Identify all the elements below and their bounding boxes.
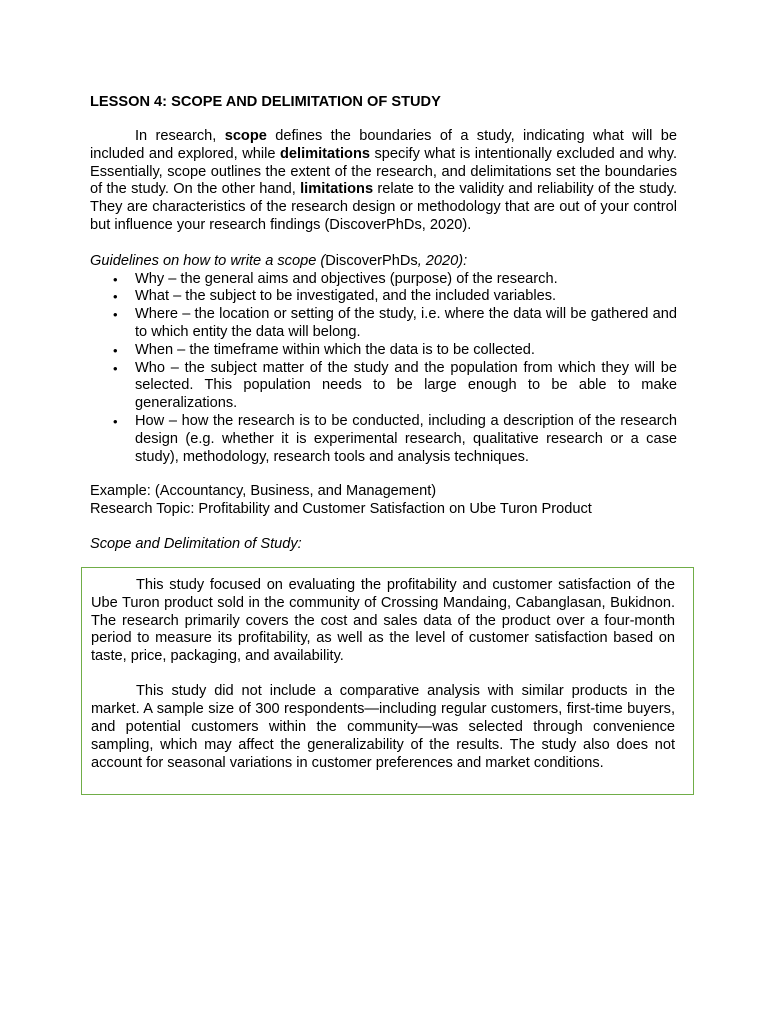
bullet-icon: • (113, 342, 118, 358)
bullet-icon: • (113, 271, 118, 287)
delimitation-paragraph: This study did not include a comparative analysis with similar products in the market. A sample size of 300 respondents—including regular customers, first-time buyers, and potential customers within the community—was selected through convenience sampling, which may affect the generalizability of the results. The study also does not account for seasonal variations in customer preferences and market conditions. (91, 683, 675, 771)
scope-paragraph: This study focused on evaluating the profitability and customer satisfaction of the Ube Turon product sold in the community of Crossing Mandaing, Cabanglasan, Bukidnon. The research primarily covers the cost and sales data of the product over a four-month period to measure its profitability, as well as the level of customer satisfaction based on taste, price, packaging, and availability. (91, 577, 675, 665)
guidelines-heading-italic-2: , 2020): (417, 252, 468, 269)
bullet-icon: • (113, 307, 118, 323)
guidelines-list (90, 271, 677, 467)
term-limitations: limitations (300, 181, 374, 198)
list-item-text: Who – the subject matter of the study and the population from which they will be selected. This population needs to be large enough to be able to make generalizations. (135, 359, 677, 412)
list-item-text: Where – the location or setting of the study, i.e. where the data will be gathered and to which entity the data will belong. (135, 306, 677, 340)
intro-paragraph (90, 128, 677, 235)
scope-delimitation-label: Scope and Delimitation of Study: (90, 535, 302, 552)
list-item-text: Why – the general aims and objectives (purpose) of the research. (135, 270, 558, 287)
list-item (90, 360, 677, 413)
guidelines-heading (90, 253, 677, 271)
guidelines-heading-source: DiscoverPhDs (325, 252, 418, 269)
list-item (90, 306, 677, 342)
list-item (90, 271, 677, 289)
list-item-text: How – how the research is to be conducted, including a description of the research design (e.g. whether it is experimental research, qualitative research or a case study), methodology, research tools and analysis techniques. (135, 412, 677, 465)
guidelines-heading-italic-1: Guidelines on how to write a scope ( (90, 252, 326, 269)
lesson-title: LESSON 4: SCOPE AND DELIMITATION OF STUDY (90, 94, 441, 110)
term-scope: scope (224, 128, 267, 144)
bullet-icon: • (113, 360, 118, 376)
document-page (90, 93, 677, 554)
intro-text-2: defines the boundaries of a study, indicating what will be included and explored, while (90, 128, 677, 162)
intro-text-4: relate to the validity and reliability of the study. They are characteristics of the research design or methodology that are out of your control but influence your research findings (DiscoverPhDs, 2020). (90, 181, 677, 233)
list-item-text: When – the timeframe within which the data is to be collected. (135, 341, 535, 358)
list-item (90, 342, 677, 360)
bullet-icon: • (113, 413, 118, 429)
list-item-text: What – the subject to be investigated, and the included variables. (135, 288, 557, 305)
bullet-icon: • (113, 289, 118, 305)
example-research-topic: Research Topic: Profitability and Customer Satisfaction on Ube Turon Product (90, 501, 592, 518)
example-block (90, 483, 677, 519)
scope-delimitation-box (81, 567, 694, 795)
intro-text-1: In research, (135, 128, 225, 144)
intro-text-3: specify what is intentionally excluded and why. Essentially, scope outlines the extent of the research, and delimitations set the boundaries of the study. On the other hand, (90, 145, 677, 198)
term-delimitations: delimitations (279, 145, 370, 162)
list-item (90, 288, 677, 306)
list-item (90, 413, 677, 466)
example-strand: Example: (Accountancy, Business, and Management) (90, 483, 437, 500)
